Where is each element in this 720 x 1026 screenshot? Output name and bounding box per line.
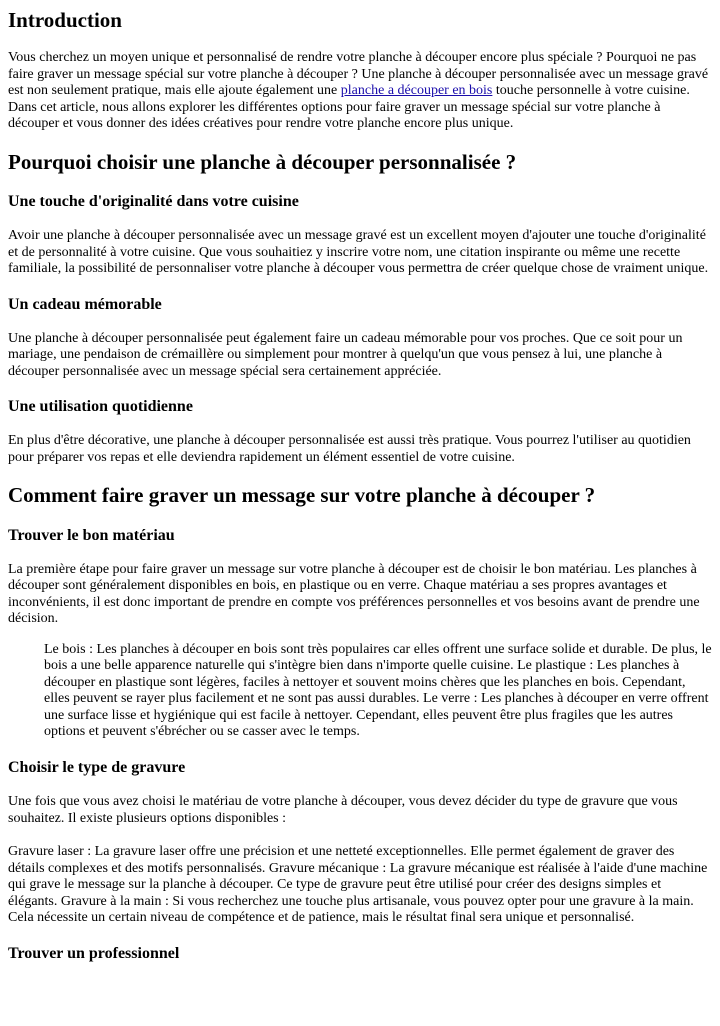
section-heading-why: Pourquoi choisir une planche à découper personnalisée ? bbox=[8, 149, 517, 174]
subheading-gift: Un cadeau mémorable bbox=[8, 295, 162, 313]
paragraph-engraving-options: Gravure laser : La gravure laser offre une précision et une netteté exceptionnelles. Elle permet également de graver des détails complexes et des motifs personnalisés. Gravure mécanique : La gravure mécanique est réalisée à l'aide d'une machine qui grave le message sur la planche à découper. Ce type de gravure peut être utilisé pour créer des designs simples et élégants. Gravure à la main : Si vous recherchez une touche plus artisanale, vous pouvez opter pour une gravure à la main. Cela nécessite un certain niveau de compétence et de patience, mais le résultat final sera unique et personnalisé. bbox=[8, 844, 708, 925]
paragraph-daily-use: En plus d'être décorative, une planche à découper personnalisée est aussi très pratique. Vous pourrez l'utiliser au quotidien pour préparer vos repas et elle deviendra rapidement un élément essentiel de votre cuisine. bbox=[8, 433, 691, 465]
section-heading-how: Comment faire graver un message sur votre planche à découper ? bbox=[8, 483, 596, 508]
intro-text-before-link: Vous cherchez un moyen unique et personnalisé de rendre votre planche à découper encore plus spéciale ? Pourquoi ne pas faire graver un message spécial sur votre planche à découper ? Une planche à découper personnalisée avec un message gravé est non seulement pratique, mais elle ajoute également une bbox=[8, 50, 709, 99]
subheading-material: Trouver le bon matériau bbox=[8, 526, 175, 544]
intro-text-after-link: touche personnelle à votre cuisine. Dans cet article, nous allons explorer les différentes options pour faire graver un message spécial sur votre planche à découper et vous donner des idées créatives pour rendre votre planche encore plus unique. bbox=[8, 83, 690, 132]
subheading-daily-use: Une utilisation quotidienne bbox=[8, 398, 193, 416]
paragraph-engraving-intro: Une fois que vous avez choisi le matériau de votre planche à découper, vous devez décider du type de gravure que vous souhaitez. Il existe plusieurs options disponibles : bbox=[8, 794, 678, 826]
materials-quote: Le bois : Les planches à découper en bois sont très populaires car elles offrent une surface solide et durable. De plus, le bois a une belle apparence naturelle qui s'intègre bien dans n'importe quelle cuisine. Le plastique : Les planches à découper en plastique sont légères, faciles à nettoyer et souvent moins chères que les planches en bois. Cependant, elles peuvent se rayer plus facilement et ne sont pas aussi durables. Le verre : Les planches à découper en verre offrent une surface lisse et hygiénique qui est facile à nettoyer. Cependant, elles peuvent être plus fragiles que les autres options et peuvent s'ébrécher ou se casser avec le temps. bbox=[44, 641, 712, 740]
paragraph-originality: Avoir une planche à découper personnalisée avec un message gravé est un excellent moyen d'ajouter une touche d'originalité et de personnalité à votre cuisine. Que vous souhaitiez y inscrire votre nom, une citation inspirante ou même une recette familiale, la possibilité de personnaliser votre planche à découper vous permettra de créer quelque chose de vraiment unique. bbox=[8, 228, 709, 277]
subheading-originality: Une touche d'originalité dans votre cuisine bbox=[8, 192, 299, 210]
intro-paragraph bbox=[8, 50, 712, 133]
paragraph-material: La première étape pour faire graver un message sur votre planche à découper est de choisir le bon matériau. Les planches à découper sont généralement disponibles en bois, en plastique ou en verre. Chaque matériau a ses propres avantages et inconvénients, il est donc important de prendre en compte vos préférences personnelles et vos besoins avant de prendre une décision. bbox=[8, 561, 700, 627]
paragraph-gift: Une planche à découper personnalisée peut également faire un cadeau mémorable pour vos proches. Que ce soit pour un mariage, une pendaison de crémaillère ou simplement pour montrer à quelqu'un que vous pensez à lui, une planche à découper personnalisée avec un message spécial sera certainement appréciée. bbox=[8, 330, 683, 379]
cutting-board-link[interactable]: planche a découper en bois bbox=[340, 83, 493, 99]
subheading-engraving-type: Choisir le type de gravure bbox=[8, 758, 186, 776]
article bbox=[0, 8, 720, 963]
subheading-professional: Trouver un professionnel bbox=[8, 944, 180, 962]
page-title: Introduction bbox=[8, 8, 122, 32]
